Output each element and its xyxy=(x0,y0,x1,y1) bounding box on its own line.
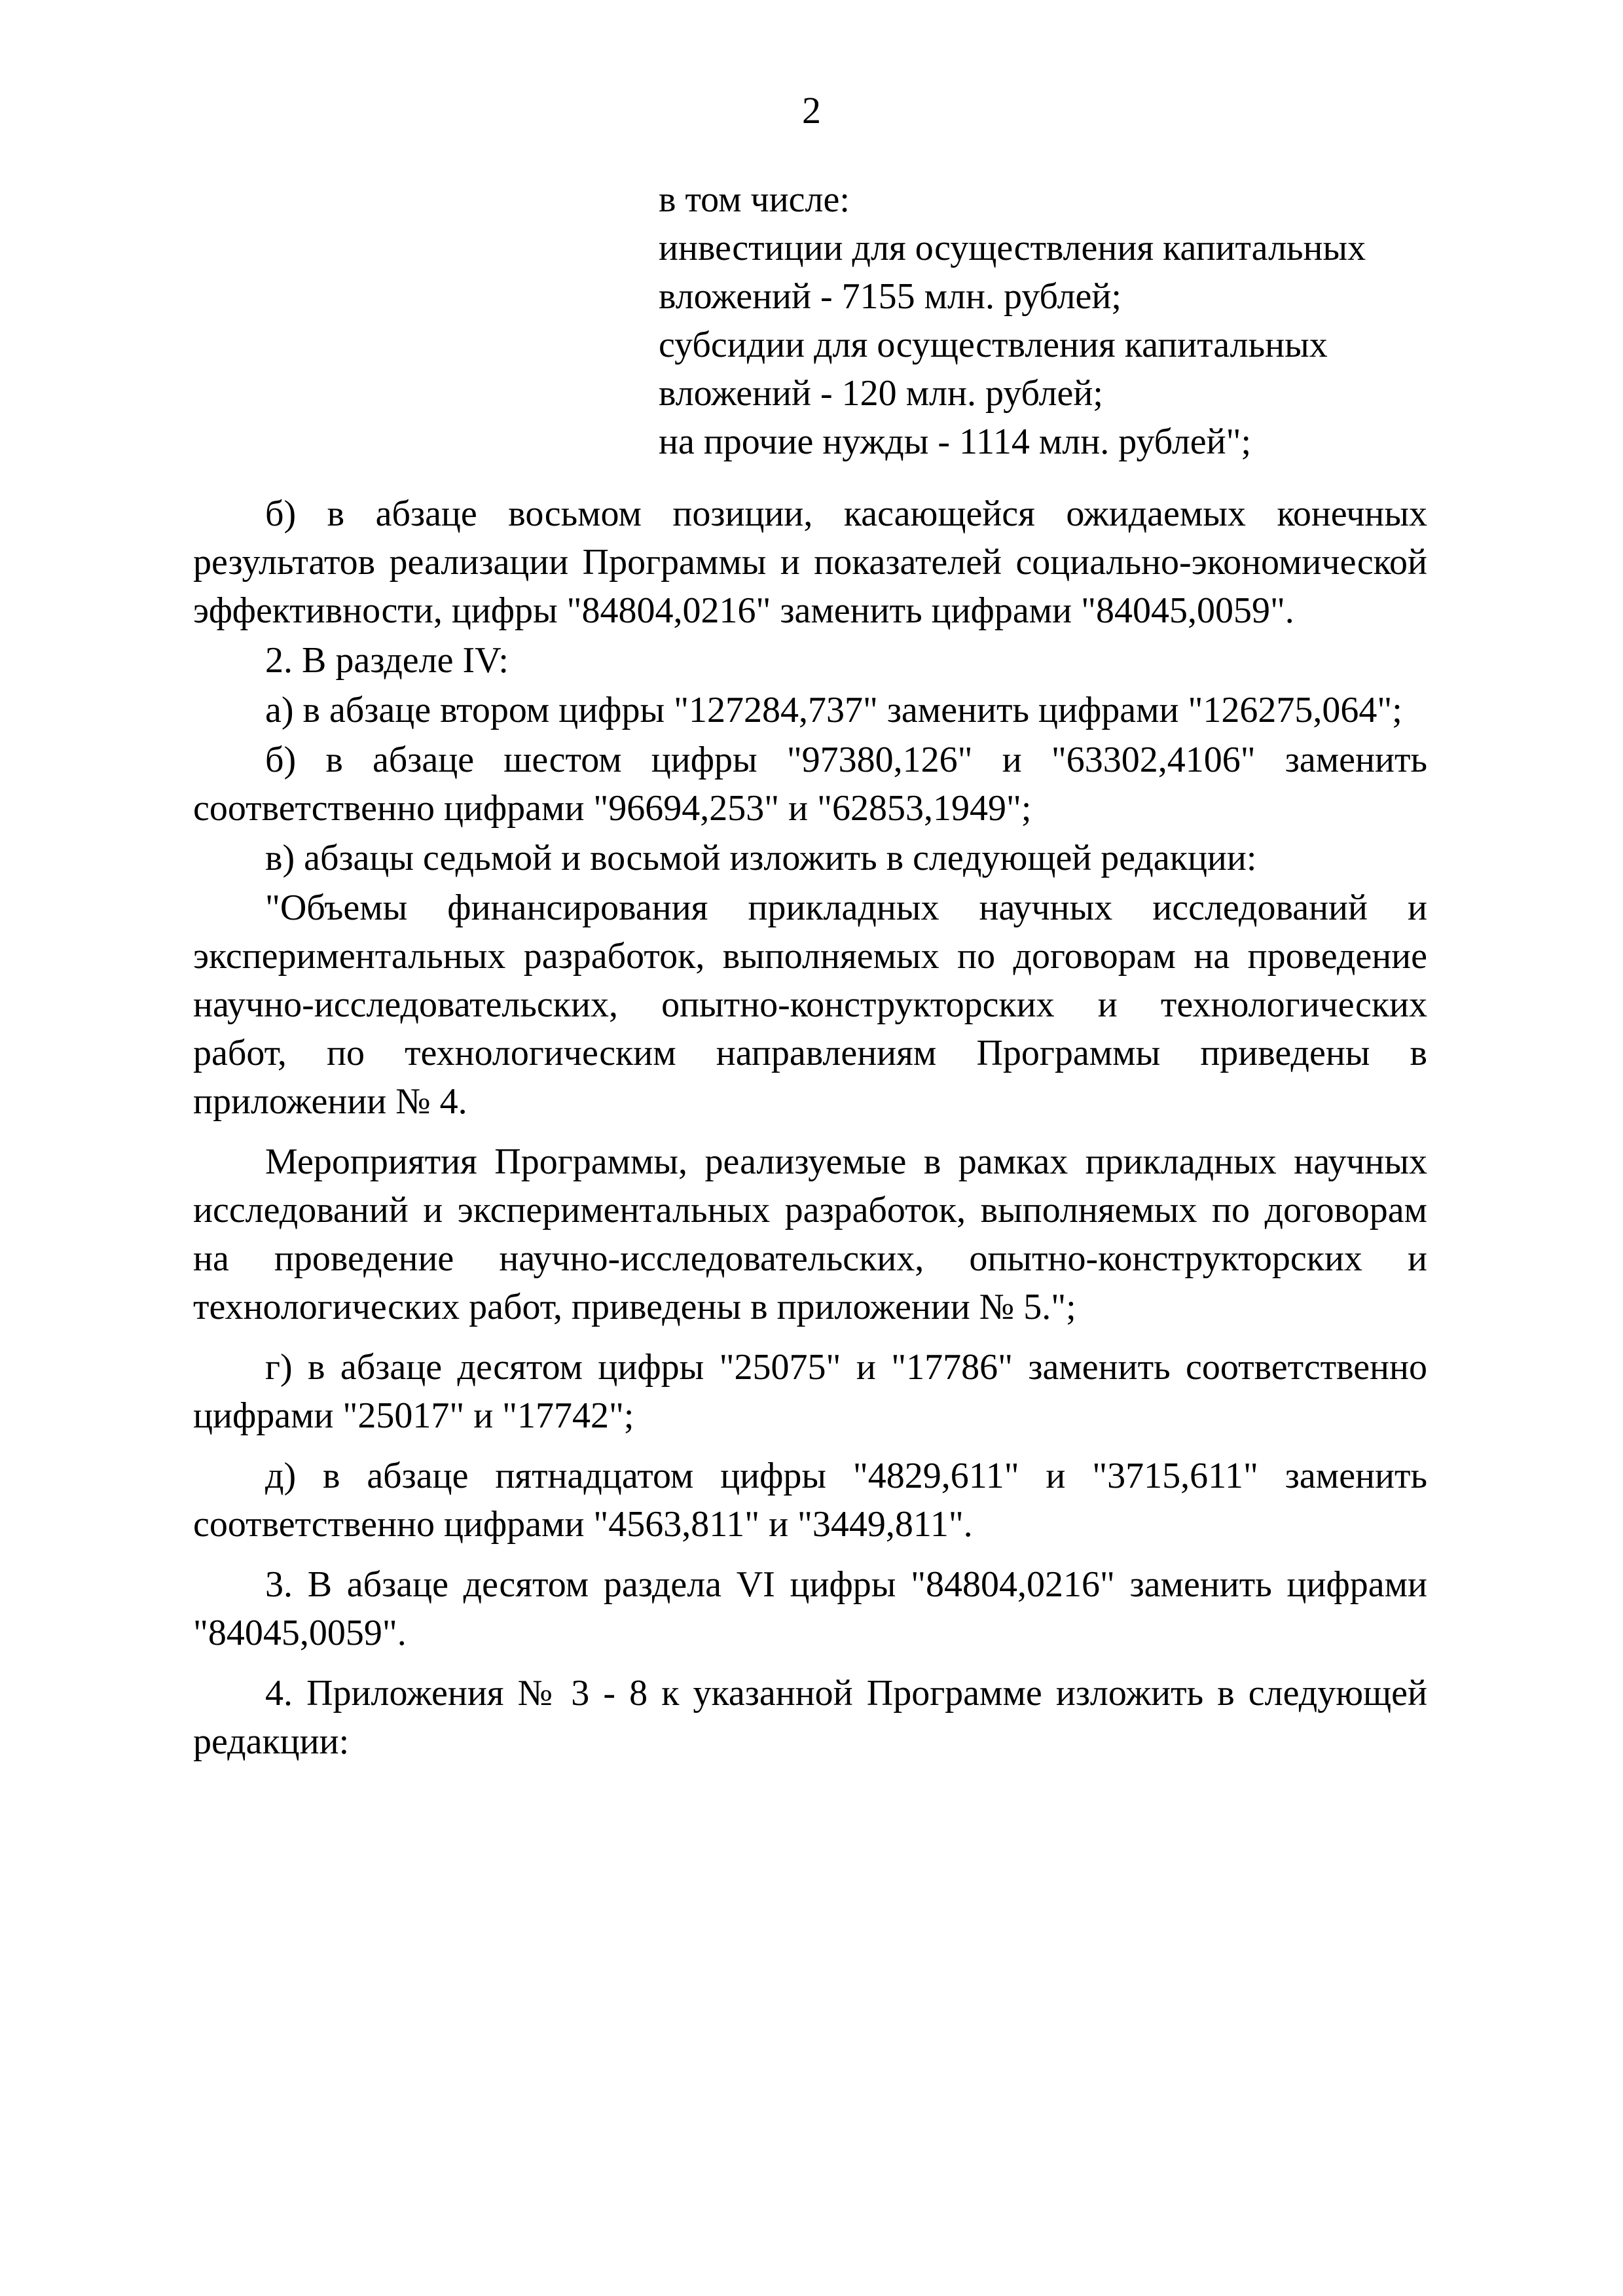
list-line: вложений - 120 млн. рублей; xyxy=(659,373,1103,414)
paragraph: г) в абзаце десятом цифры "25075" и "17786" заменить соответственно цифрами "25017" и "17742"; xyxy=(193,1347,1427,1436)
list-block xyxy=(659,175,1575,466)
list-line: субсидии для осуществления капитальных xyxy=(659,325,1328,365)
page-number: 2 xyxy=(802,89,821,132)
paragraph: а) в абзаце втором цифры "127284,737" заменить цифрами "126275,064"; xyxy=(265,690,1402,730)
paragraph: "Объемы финансирования прикладных научных исследований и экспериментальных разработок, выполняемых по договорам на проведение научно-исследовательских, опытно-конструкторских и технологических работ, по технологическим направлениям Программы приведены в приложении № 4. xyxy=(193,888,1427,1122)
list-line: вложений - 7155 млн. рублей; xyxy=(659,276,1122,317)
list-line: на прочие нужды - 1114 млн. рублей"; xyxy=(659,422,1252,462)
paragraph: 2. В разделе IV: xyxy=(265,640,509,681)
list-line: инвестиции для осуществления капитальных xyxy=(659,228,1366,268)
paragraph: д) в абзаце пятнадцатом цифры "4829,611" и "3715,611" заменить соответственно цифрами "4563,811" и "3449,811". xyxy=(193,1456,1427,1545)
body-text xyxy=(193,490,1427,1767)
paragraph: 3. В абзаце десятом раздела VI цифры "84804,0216" заменить цифрами "84045,0059". xyxy=(193,1564,1427,1653)
paragraph: Мероприятия Программы, реализуемые в рамках прикладных научных исследований и экспериментальных разработок, выполняемых по договорам на проведение научно-исследовательских, опытно-конструкторских и технологических работ, приведены в приложении № 5."; xyxy=(193,1141,1427,1327)
list-line: в том числе: xyxy=(659,179,850,220)
paragraph: 4. Приложения № 3 - 8 к указанной Программе изложить в следующей редакции: xyxy=(193,1673,1427,1762)
paragraph: б) в абзаце восьмом позиции, касающейся ожидаемых конечных результатов реализации Программы и показателей социально-экономической эффективности, цифры "84804,0216" заменить цифрами "84045,0059". xyxy=(193,493,1427,631)
paragraph: в) абзацы седьмой и восьмой изложить в следующей редакции: xyxy=(265,838,1257,878)
paragraph: б) в абзаце шестом цифры "97380,126" и "63302,4106" заменить соответственно цифрами "96694,253" и "62853,1949"; xyxy=(193,740,1427,829)
